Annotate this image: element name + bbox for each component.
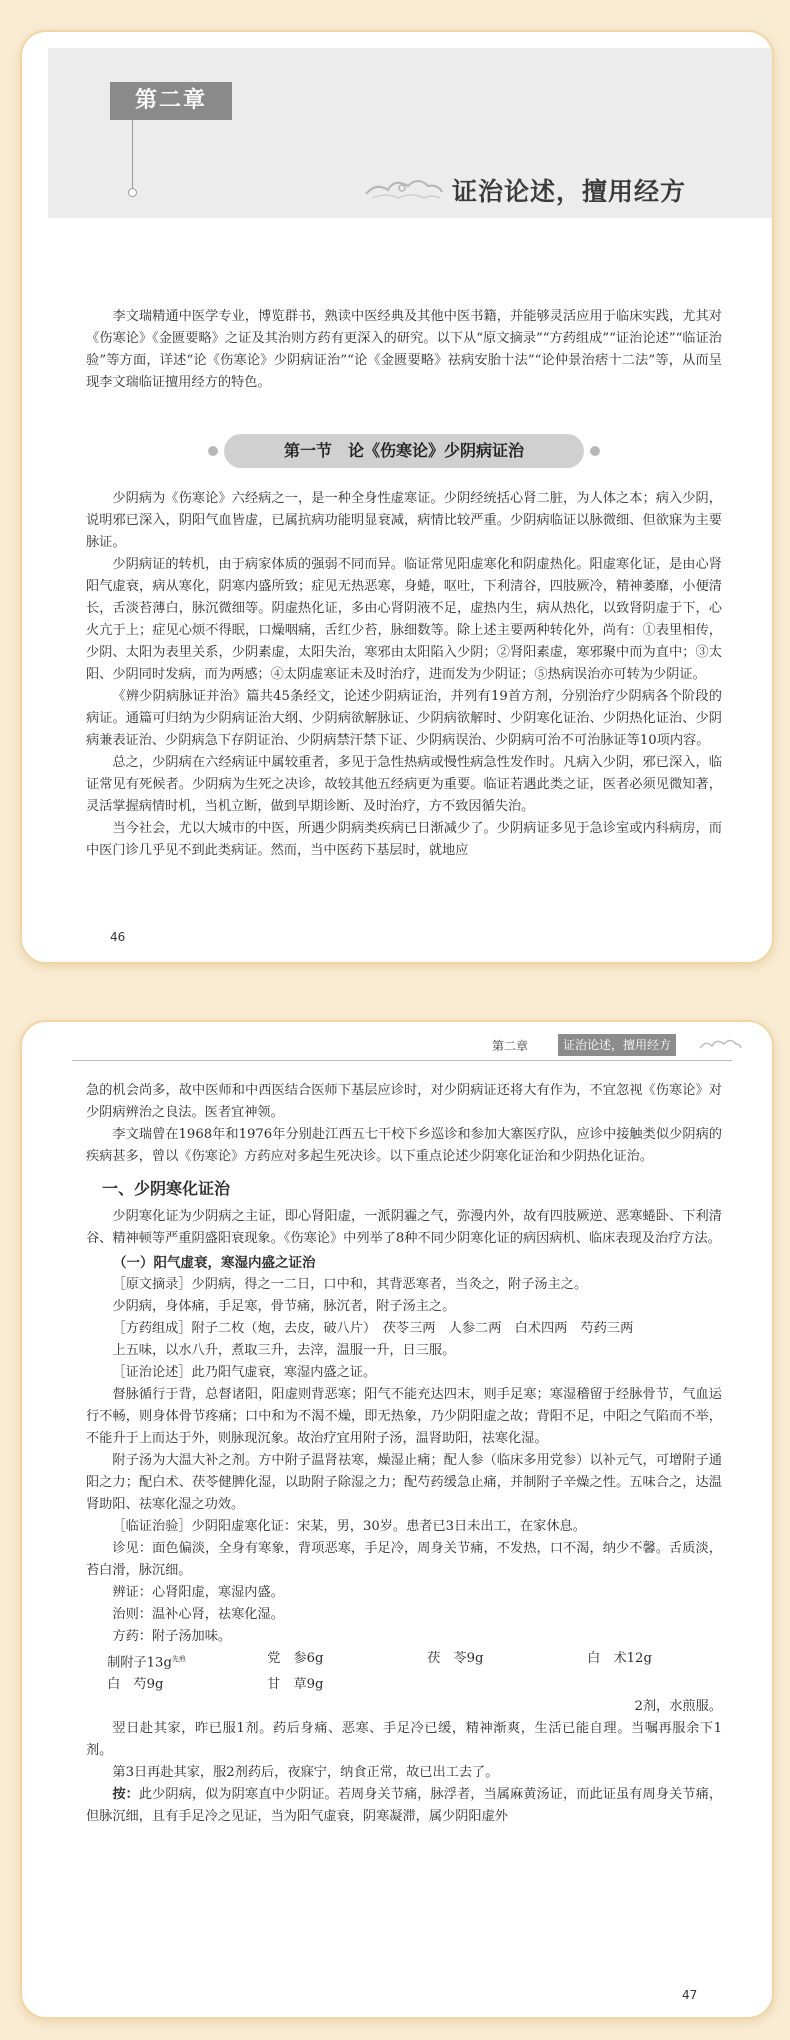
case-exam: 诊见：面色偏淡，全身有寒象，背项恶寒，手足冷，周身关节痛，不发热，口不渴，纳少不馨。舌质淡，苔白滑，脉沉细。 xyxy=(86,1541,722,1578)
case-diagnosis: 辨证：心肾阳虚，寒湿内盛。 xyxy=(112,1585,284,1600)
commentary xyxy=(86,1784,722,1828)
chapter-tab-dot xyxy=(128,188,137,197)
page-47 xyxy=(20,1020,774,2019)
prescription-method: 上五味，以水八升，煮取三升，去滓，温服一升，日三服。 xyxy=(112,1343,456,1358)
running-head-title: 证治论述，擅用经方 xyxy=(558,1034,676,1056)
original-excerpt: ［原文摘录］少阴病，得之一二日，口中和，其背恶寒者，当灸之，附子汤主之。 xyxy=(112,1277,588,1292)
paragraph: 《辨少阴病脉证并治》篇共45条经文，论述少阴病证治，并列有19首方剂，分别治疗少阴病各个阶段的病证。通篇可归纳为少阴病证治大纲、少阴病欲解脉证、少阴病欲解时、少阴寒化证治、少阴热化证治、少阴病兼表证治、少阴病急下存阴证治、少阴病禁汗禁下证、少阴病误治、少阴病可治不可治脉证等10项内容。 xyxy=(86,689,722,748)
herb-row xyxy=(107,1648,722,1674)
section-dot-right xyxy=(590,446,600,456)
herb-item: 白 芍9g xyxy=(107,1677,164,1693)
syndrome-discussion: ［证治论述］此乃阳气虚衰，寒湿内盛之证。 xyxy=(112,1365,377,1380)
case-prescription: 方药：附子汤加味。 xyxy=(112,1629,232,1644)
section-body xyxy=(86,488,722,862)
original-excerpt: 少阴病，身体痛，手足寒，骨节痛，脉沉者，附子汤主之。 xyxy=(112,1299,456,1314)
running-head-rule xyxy=(72,1060,732,1061)
paragraph: 翌日赴其家，昨已服1剂。药后身痛、恶寒、手足冷已缓，精神渐爽，生活已能自理。当嘱再服余下1剂。 xyxy=(86,1721,722,1759)
paragraph: 少阴病为《伤寒论》六经病之一，是一种全身性虚寒证。少阴经统括心肾二脏，为人体之本；病入少阴，说明邪已深入，阴阳气血皆虚，已属抗病功能明显衰减，病情比较严重。少阴病临证以脉微细、但欲寐为主要脉证。 xyxy=(86,491,722,550)
paragraph: 总之，少阴病在六经病证中属较重者，多见于急性热病或慢性病急性发作时。凡病入少阴，邪已深入，临证常见有死候者。少阴病为生死之决诊，故较其他五经病更为重要。临证若遇此类之证，医者必须见微知著，灵活掌握病情时机，当机立断，做到早期诊断、及时治疗，方不致因循失治。 xyxy=(86,755,722,814)
herb-item: 制附子$13g^{先煎}$ xyxy=(107,1655,186,1671)
paragraph: 当今社会，尤以大城市的中医，所遇少阴病类疾病已日渐减少了。少阴病证多见于急诊室或内科病房，而中医门诊几乎见不到此类病证。然而，当中医药下基层时，就地应 xyxy=(86,821,722,858)
page-46 xyxy=(20,30,774,964)
paragraph: 少阴病证的转机，由于病家体质的强弱不同而异。临证常见阳虚寒化和阴虚热化。阳虚寒化证，是由心肾阳气虚衰，病从寒化，阴寒内盛所致；症见无热恶寒，身蜷，呕吐，下利清谷，四肢厥冷，精神萎靡，小便清长，舌淡苔薄白，脉沉微细等。阴虚热化证，多由心肾阴液不足，虚热内生，病从热化，以致肾阴虚于下，心火亢于上；症见心烦不得眠，口燥咽痛，舌红少苔，脉细数等。除上述主要两种转化外，尚有：①表里相传，少阴、太阳为表里关系，少阴素虚，太阳失治，寒邪由太阳陷入少阴；②肾阳素虚，寒邪聚中而为直中；③太阳、少阴同时发病，而为两感；④太阴虚寒证未及时治疗，进而发为少阴证；⑤热病误治亦可转为少阴证。 xyxy=(86,557,722,682)
paragraph: 附子汤为大温大补之剂。方中附子温肾祛寒，燥湿止痛；配人参（临床多用党参）以补元气，可增附子通阳之力；配白术、茯苓健脾化湿，以助附子除湿之力；配芍药缓急止痛，并制附子辛燥之性。五味合之，达温肾助阳、祛寒化湿之功效。 xyxy=(86,1453,722,1512)
cloud-ornament-icon xyxy=(698,1034,742,1054)
paragraph: 督脉循行于背，总督诸阳，阳虚则背恶寒；阳气不能充达四末，则手足寒；寒湿稽留于经脉骨节，气血运行不畅，则身体骨节疼痛；口中和为不渴不燥，即无热象，乃少阴阳虚之故；背阳不足，中阳之气陷而不举，不能升于上而达于外，则脉现沉象。故治疗宜用附子汤，温肾助阳，祛寒化湿。 xyxy=(86,1387,722,1446)
herb-row xyxy=(107,1674,722,1696)
page-number: 46 xyxy=(110,930,126,944)
chapter-tab-line xyxy=(132,120,133,192)
paragraph: 少阴寒化证为少阴病之主证，即心肾阳虚，一派阴霾之气，弥漫内外，故有四肢厥逆、恶寒蜷卧、下利清谷、精神顿等严重阴盛阳衰现象。《伤寒论》中列举了8种不同少阴寒化证的病因病机、临床表现及治疗方法。 xyxy=(86,1209,722,1246)
chapter-tab: 第二章 xyxy=(110,82,232,120)
herb-item: 党 参6g xyxy=(267,1651,324,1666)
paragraph: 李文瑞曾在1968年和1976年分别赴江西五七干校下乡巡诊和参加大寨医疗队，应诊中接触类似少阴病的疾病甚多，曾以《伤寒论》方药应对多起生死决诊。以下重点论述少阴寒化证治和少阴热化证治。 xyxy=(86,1127,722,1164)
chapter-title: 证治论述，擅用经方 xyxy=(452,177,687,206)
commentary-text: 此少阴病，似为阴寒直中少阴证。若周身关节痛，脉浮者，当属麻黄汤证，而此证虽有周身关节痛，但脉沉细，且有手足冷之见证，当为阳气虚衰，阴寒凝滞，属少阴阳虚外 xyxy=(86,1787,723,1825)
chapter-intro xyxy=(86,306,722,394)
case-treatment: 治则：温补心肾，祛寒化湿。 xyxy=(112,1607,284,1622)
cloud-ornament-icon xyxy=(362,172,444,204)
herb-note: 先煎 xyxy=(171,1655,186,1663)
herb-item: 白 术12g xyxy=(587,1651,652,1666)
section-dot-left xyxy=(208,446,218,456)
paragraph-continued: 急的机会尚多，故中医师和中西医结合医师下基层应诊时，对少阴病证还将大有作为，不宜忽视《伤寒论》对少阴病辨治之良法。医者宜神领。 xyxy=(86,1083,722,1120)
intro-paragraph: 李文瑞精通中医学专业，博览群书，熟读中医经典及其他中医书籍，并能够灵活应用于临床实践，尤其对《伤寒论》《金匮要略》之证及其治则方药有更深入的研究。以下从“原文摘录”“方药组成”“证治论述”“临证治验”等方面，详述“论《伤寒论》少阴病证治”“论《金匮要略》祛病安胎十法”“论仲景治痞十二法”等，从而呈现李文瑞临证擅用经方的特色。 xyxy=(86,309,722,390)
herb-item: 甘 草9g xyxy=(267,1677,324,1693)
running-head-chapter: 第二章 xyxy=(492,1039,529,1053)
page-number: 47 xyxy=(682,1988,698,2002)
paragraph: 第3日再赴其家，服2剂药后，夜寐宁，纳食正常，故已出工去了。 xyxy=(112,1765,499,1781)
heading-level2: （一）阳气虚衰，寒湿内盛之证治 xyxy=(113,1255,316,1271)
clinical-case: ［临证治验］少阴阳虚寒化证：宋某，男，30岁。患者已3日未出工，在家休息。 xyxy=(112,1519,586,1534)
page-body xyxy=(86,1080,722,1828)
herb-item: 茯 苓9g xyxy=(427,1651,484,1666)
section-title: 第一节 论《伤寒论》少阴病证治 xyxy=(224,434,584,468)
prescription-composition: ［方药组成］附子二枚（炮，去皮，破八片） 茯苓三两 人参二两 白术四两 芍药三两 xyxy=(112,1321,634,1336)
dosage-instruction: 2剂，水煎服。 xyxy=(634,1699,722,1715)
commentary-lead: 按： xyxy=(112,1787,139,1803)
heading-level1: 一、少阴寒化证治 xyxy=(102,1179,231,1198)
